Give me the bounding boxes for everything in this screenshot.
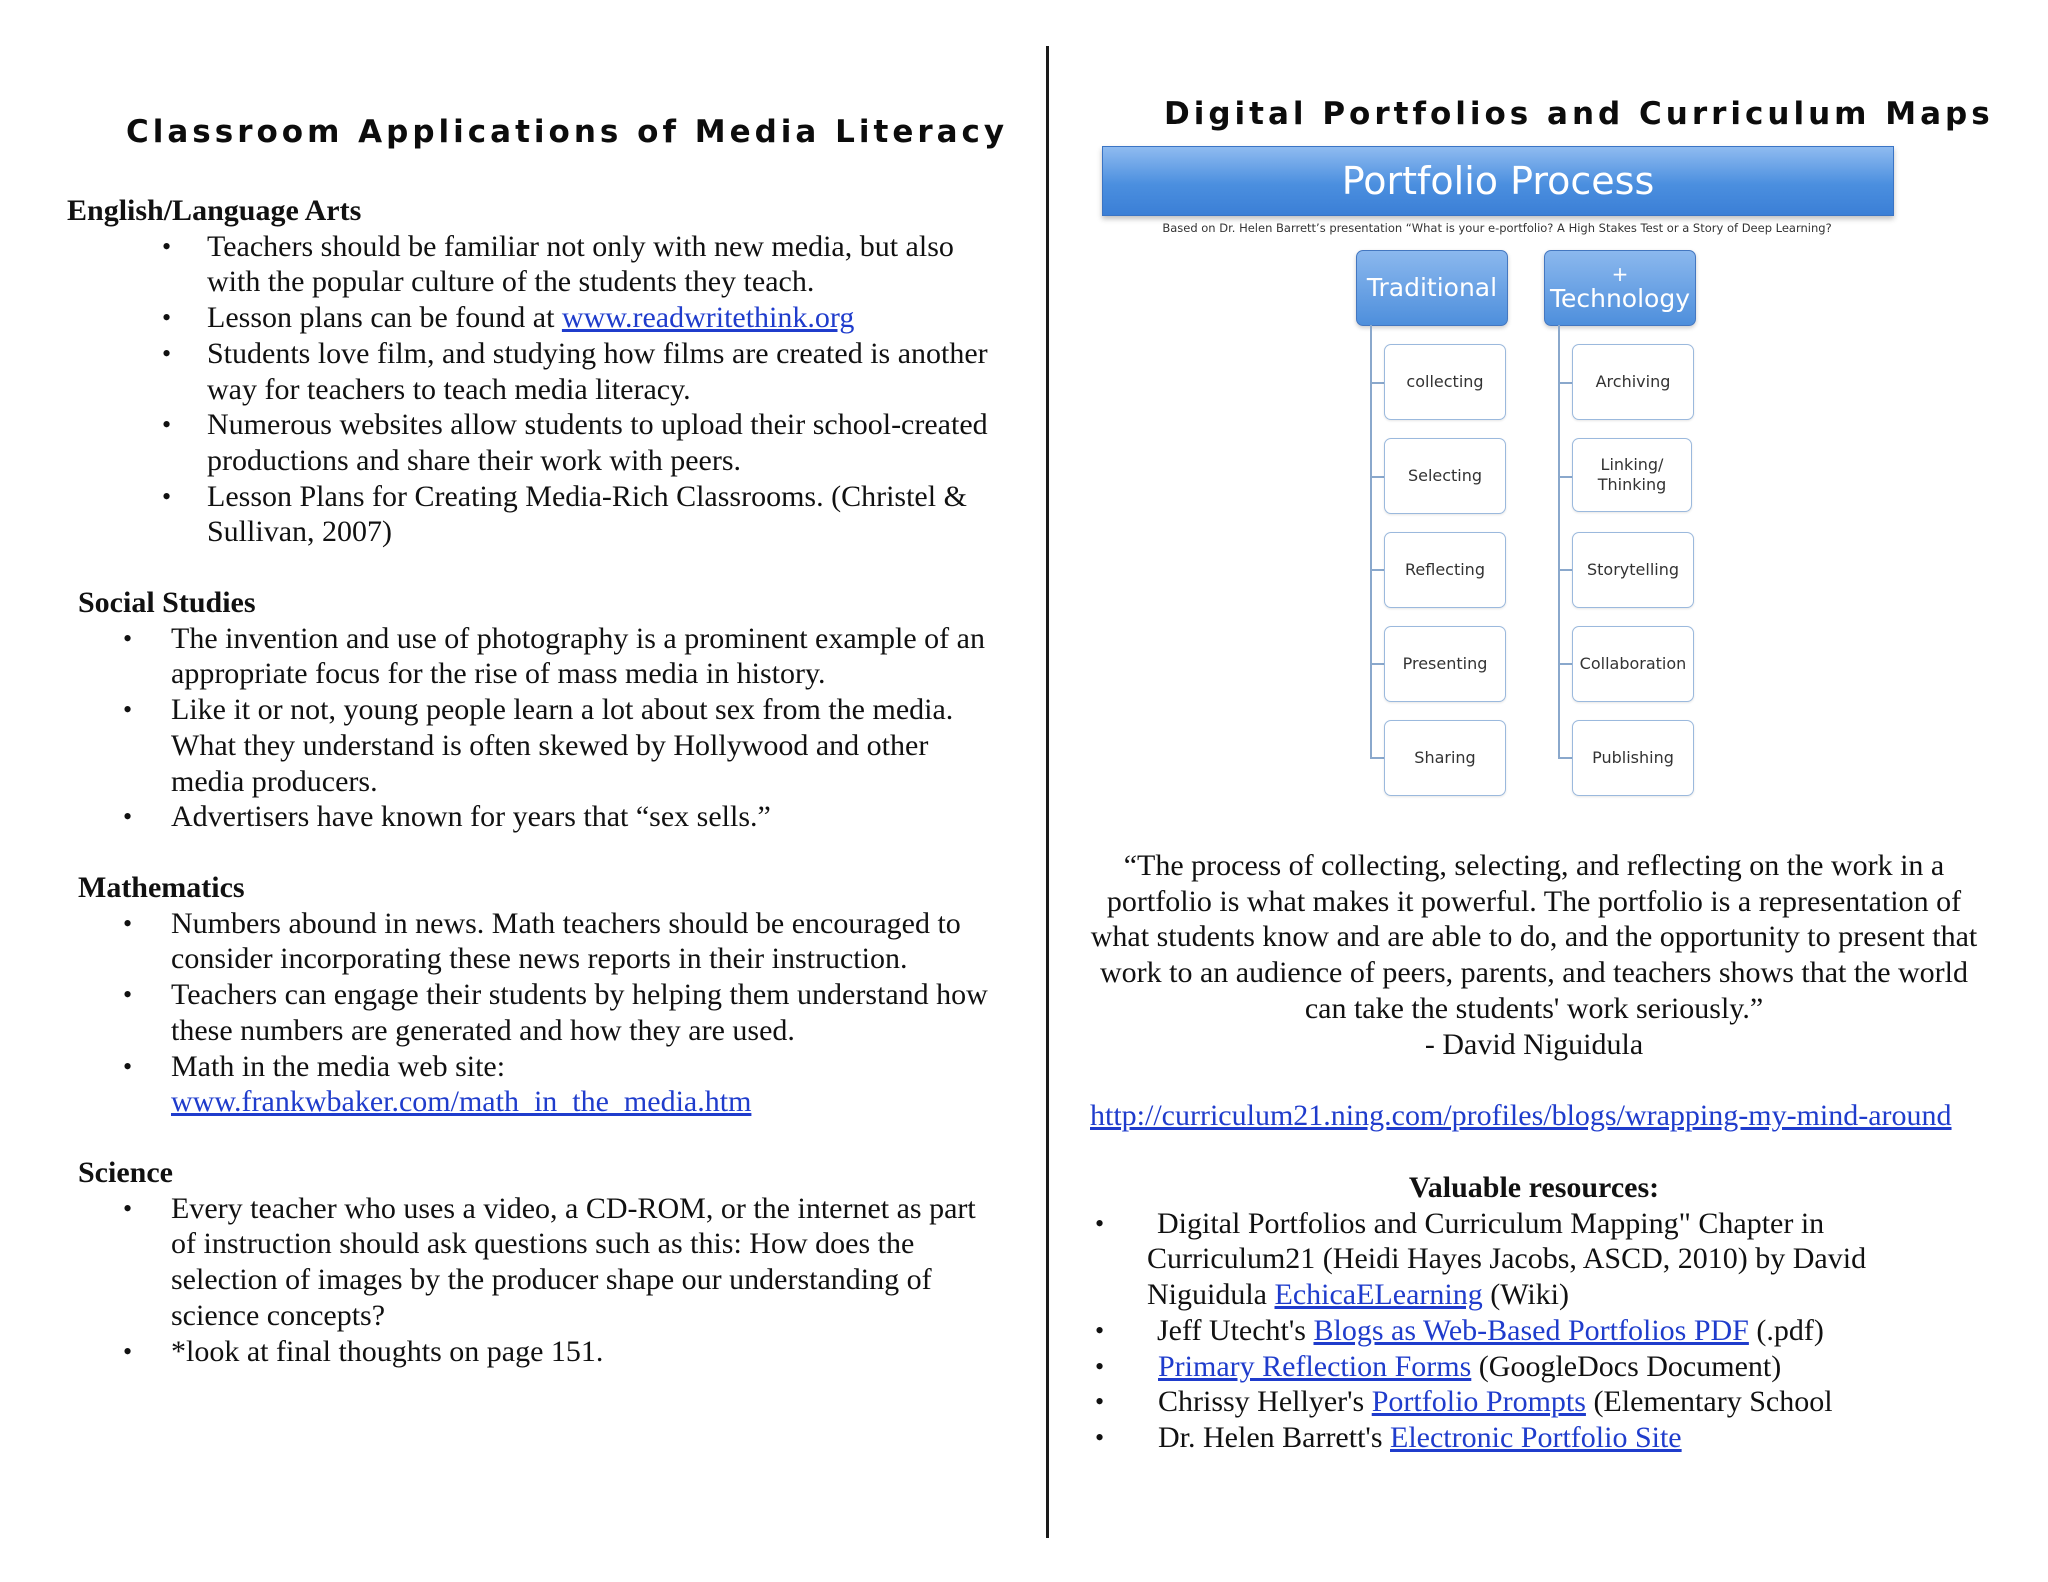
list-item: • Lesson plans can be found at www.readwritethink.org	[162, 301, 855, 335]
left-title: Classroom Applications of Media Literacy	[126, 114, 1009, 150]
diagram-box-reflecting: Reflecting	[1384, 532, 1506, 608]
resources-heading: Valuable resources:	[1408, 1171, 1660, 1204]
list-item: • Numbers abound in news. Math teachers should be encouraged to consider incorporating these news reports in their instruction.	[123, 906, 961, 976]
blogs-portfolios-link[interactable]: Blogs as Web-Based Portfolios PDF	[1313, 1313, 1749, 1347]
section-english	[67, 193, 1027, 550]
primary-reflection-forms-link[interactable]: Primary Reflection Forms	[1158, 1349, 1472, 1383]
resource-item: • Chrissy Hellyer's Portfolio Prompts (Elementary School	[1095, 1385, 1833, 1419]
readwritethink-link[interactable]: www.readwritethink.org	[561, 301, 855, 335]
list-item: • The invention and use of photography is a prominent example of an appropriate focus for the rise of mass media in history.	[123, 621, 985, 691]
list-item: • Math in the media web site: www.frankwbaker.com/math_in_the_media.htm	[123, 1049, 752, 1119]
list-item: • Teachers can engage their students by helping them understand how these numbers are generated and how they are used.	[123, 978, 988, 1047]
list-item: • Students love film, and studying how films are created is another way for teachers to teach media literacy.	[162, 336, 988, 406]
right-title: Digital Portfolios and Curriculum Maps	[1164, 96, 1994, 132]
resource-item: • Digital Portfolios and Curriculum Mapping" Chapter in Curriculum21 (Heidi Hayes Jacobs, ASCD, 2010) by David Niguidula EchicaELearning (Wiki)	[1095, 1206, 1867, 1312]
technology-header: + Technology	[1544, 250, 1696, 326]
right-column	[1052, 0, 2048, 1582]
diagram-box-presenting: Presenting	[1384, 626, 1506, 702]
section-social-studies	[78, 585, 1038, 835]
curriculum21-url	[1090, 1098, 1952, 1134]
echica-elearning-link[interactable]: EchicaELearning	[1274, 1278, 1483, 1312]
section-heading: English/Language Arts	[67, 194, 362, 227]
traditional-connector	[1370, 325, 1372, 758]
diagram-box-selecting: Selecting	[1384, 438, 1506, 514]
diagram-box-storytelling: Storytelling	[1572, 532, 1694, 608]
frankwbaker-link[interactable]: www.frankwbaker.com/math_in_the_media.htm	[171, 1085, 752, 1119]
list-item: • Numerous websites allow students to upload their school-created productions and share their work with peers.	[162, 408, 988, 477]
resources-section	[1052, 1170, 2016, 1456]
column-divider	[1046, 46, 1049, 1538]
list-item: • Like it or not, young people learn a lot about sex from the media. What they understand is often skewed by Hollywood and other media producers.	[123, 693, 954, 798]
curriculum21-link[interactable]: http://curriculum21.ning.com/profiles/blogs/wrapping-my-mind-around	[1090, 1099, 1952, 1132]
section-heading: Science	[78, 1156, 173, 1189]
list-item: • Teachers should be familiar not only with new media, but also with the popular culture of the students they teach.	[162, 229, 954, 299]
resource-item: • Jeff Utecht's Blogs as Web-Based Portfolios PDF (.pdf)	[1095, 1313, 1824, 1347]
portfolio-prompts-link[interactable]: Portfolio Prompts	[1371, 1385, 1586, 1419]
niguidula-quote: “The process of collecting, selecting, and reflecting on the work in a portfolio is what makes it powerful. The portfolio is a representation of what students know and are able to do, and the opportunity to present that work to an audience of peers, parents, and teachers shows that the world can take the students' work seriously.” - David Niguidula	[1052, 848, 2016, 1062]
diagram-box-archiving: Archiving	[1572, 344, 1694, 420]
quote-attribution: - David Niguidula	[1424, 1027, 1644, 1061]
list-item: • Every teacher who uses a video, a CD-ROM, or the internet as part of instruction should ask questions such as this: How does the selection of images by the producer shape our understanding of science concepts?	[123, 1191, 976, 1332]
section-science	[78, 1155, 1038, 1369]
portfolio-process-banner: Portfolio Process	[1102, 146, 1894, 216]
technology-connector	[1558, 325, 1560, 758]
list-item: • Advertisers have known for years that “sex sells.”	[123, 800, 771, 834]
diagram-box-collaboration: Collaboration	[1572, 626, 1694, 702]
diagram-box-collecting: collecting	[1384, 344, 1506, 420]
diagram-box-publishing: Publishing	[1572, 720, 1694, 796]
traditional-header: Traditional	[1356, 250, 1508, 326]
resource-item: • Dr. Helen Barrett's Electronic Portfolio Site	[1095, 1420, 1682, 1454]
resource-item: • Primary Reflection Forms (GoogleDocs Document)	[1095, 1349, 1782, 1383]
diagram-source-note: Based on Dr. Helen Barrett’s presentation “What is your e-portfolio? A High Stakes Test or a Story of Deep Learning?	[1162, 221, 1832, 235]
section-heading: Social Studies	[78, 586, 256, 619]
list-item: • *look at final thoughts on page 151.	[123, 1334, 604, 1368]
diagram-box-linking: Linking/ Thinking	[1572, 438, 1692, 512]
list-item: • Lesson Plans for Creating Media-Rich Classrooms. (Christel & Sullivan, 2007)	[162, 479, 967, 549]
section-mathematics	[78, 870, 1038, 1120]
diagram-box-sharing: Sharing	[1384, 720, 1506, 796]
section-heading: Mathematics	[78, 871, 245, 904]
electronic-portfolio-link[interactable]: Electronic Portfolio Site	[1390, 1420, 1682, 1454]
